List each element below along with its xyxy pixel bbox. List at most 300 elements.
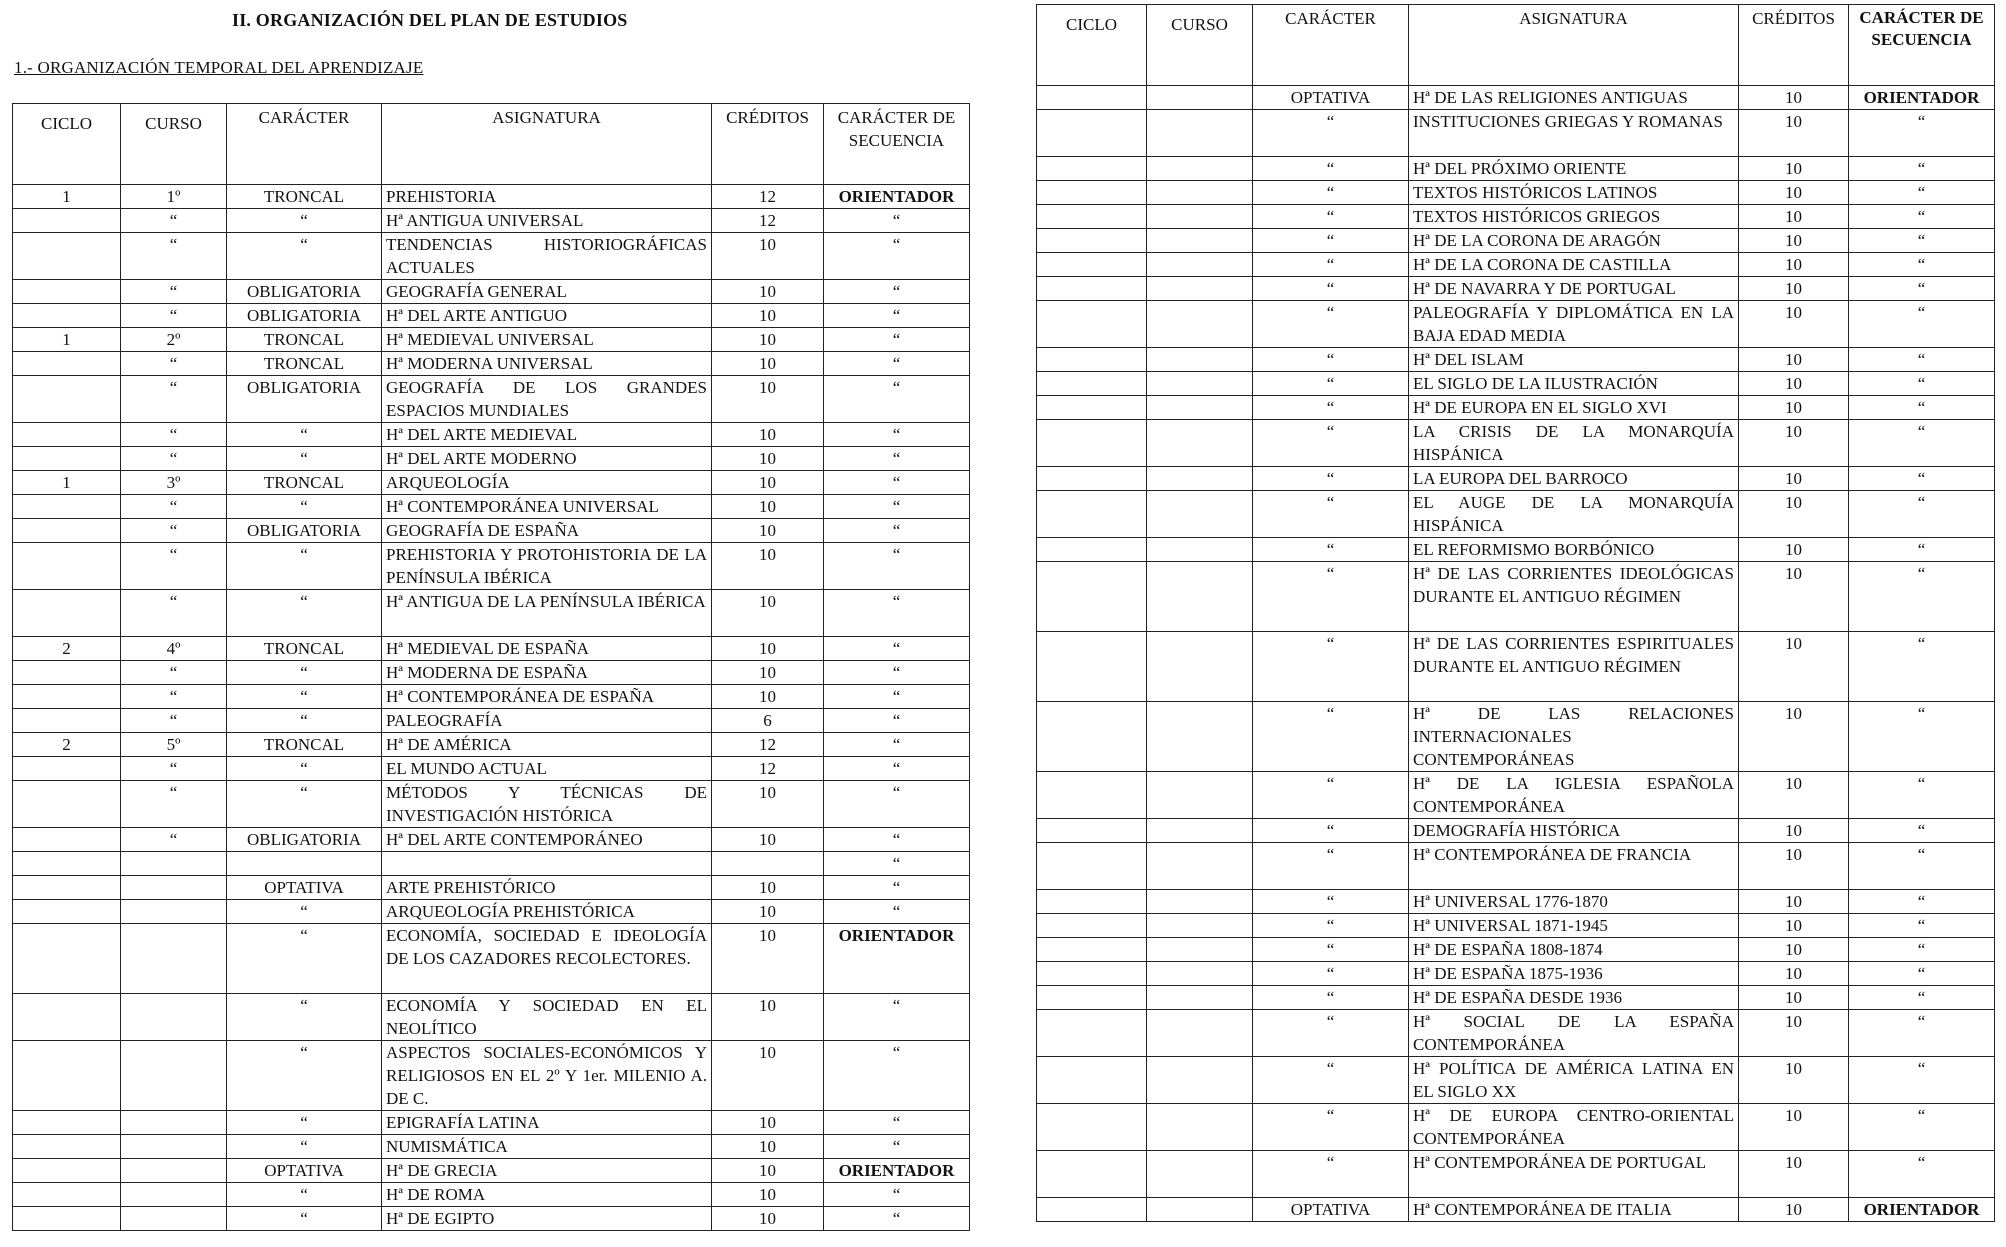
- cell-asignatura: Hª SOCIAL DE LA ESPAÑA CONTEMPORÁNEA: [1409, 1010, 1739, 1057]
- cell-caracter: OPTATIVA: [227, 876, 382, 900]
- right-table: [1036, 4, 1995, 1222]
- cell-curso: [121, 994, 227, 1041]
- cell-caracter: “: [1253, 1010, 1409, 1057]
- table-row: [1037, 562, 1995, 632]
- cell-creditos: 10: [1739, 396, 1849, 420]
- cell-curso: [1147, 632, 1253, 702]
- table-row: [13, 495, 970, 519]
- cell-creditos: 10: [712, 280, 824, 304]
- cell-creditos: 10: [1739, 1057, 1849, 1104]
- cell-creditos: 10: [1739, 181, 1849, 205]
- cell-caracter: OBLIGATORIA: [227, 280, 382, 304]
- cell-secuencia: “: [1849, 938, 1995, 962]
- cell-asignatura: ECONOMÍA, SOCIEDAD E IDEOLOGÍA DE LOS CAZADORES RECOLECTORES.: [382, 924, 712, 994]
- cell-asignatura: Hª DE LAS RELIGIONES ANTIGUAS: [1409, 86, 1739, 110]
- cell-caracter: “: [1253, 914, 1409, 938]
- cell-curso: [121, 924, 227, 994]
- cell-asignatura: Hª DE LA CORONA DE CASTILLA: [1409, 253, 1739, 277]
- cell-creditos: 10: [712, 447, 824, 471]
- cell-caracter: “: [1253, 253, 1409, 277]
- cell-secuencia: “: [1849, 205, 1995, 229]
- table-row: [1037, 772, 1995, 819]
- cell-caracter: “: [227, 709, 382, 733]
- cell-asignatura: TEXTOS HISTÓRICOS GRIEGOS: [1409, 205, 1739, 229]
- cell-caracter: TRONCAL: [227, 637, 382, 661]
- cell-secuencia: “: [1849, 538, 1995, 562]
- cell-asignatura: GEOGRAFÍA DE ESPAÑA: [382, 519, 712, 543]
- table-row: [13, 1111, 970, 1135]
- table-row: [13, 304, 970, 328]
- cell-secuencia: “: [824, 828, 970, 852]
- cell-caracter: “: [227, 233, 382, 280]
- cell-creditos: 12: [712, 757, 824, 781]
- cell-secuencia: “: [1849, 372, 1995, 396]
- cell-secuencia: “: [824, 543, 970, 590]
- cell-ciclo: [13, 1135, 121, 1159]
- cell-ciclo: [13, 543, 121, 590]
- cell-creditos: 10: [1739, 110, 1849, 157]
- header-creditos: CRÉDITOS: [1739, 5, 1849, 86]
- cell-asignatura: GEOGRAFÍA DE LOS GRANDES ESPACIOS MUNDIALES: [382, 376, 712, 423]
- cell-curso: [1147, 1057, 1253, 1104]
- header-secuencia: CARÁCTER DE SECUENCIA: [824, 104, 970, 185]
- cell-curso: [1147, 277, 1253, 301]
- cell-ciclo: [1037, 772, 1147, 819]
- cell-caracter: “: [1253, 1151, 1409, 1198]
- cell-curso: “: [121, 495, 227, 519]
- table-row: [13, 1207, 970, 1231]
- table-row: [13, 543, 970, 590]
- cell-ciclo: [1037, 1198, 1147, 1222]
- cell-curso: [1147, 538, 1253, 562]
- cell-ciclo: [1037, 467, 1147, 491]
- cell-creditos: 10: [1739, 467, 1849, 491]
- cell-curso: [121, 1159, 227, 1183]
- table-row: [13, 423, 970, 447]
- cell-curso: [1147, 772, 1253, 819]
- cell-curso: 1º: [121, 185, 227, 209]
- header-asignatura: ASIGNATURA: [382, 104, 712, 185]
- cell-curso: [121, 876, 227, 900]
- cell-curso: [121, 1041, 227, 1111]
- cell-ciclo: 1: [13, 328, 121, 352]
- cell-curso: “: [121, 209, 227, 233]
- cell-ciclo: [1037, 396, 1147, 420]
- cell-ciclo: [1037, 253, 1147, 277]
- cell-secuencia: “: [1849, 890, 1995, 914]
- cell-curso: [1147, 467, 1253, 491]
- cell-curso: “: [121, 828, 227, 852]
- cell-creditos: 10: [712, 328, 824, 352]
- cell-asignatura: Hª CONTEMPORÁNEA DE PORTUGAL: [1409, 1151, 1739, 1198]
- cell-asignatura: EL REFORMISMO BORBÓNICO: [1409, 538, 1739, 562]
- cell-curso: [1147, 914, 1253, 938]
- cell-secuencia: “: [1849, 772, 1995, 819]
- cell-ciclo: [13, 519, 121, 543]
- cell-caracter: “: [1253, 348, 1409, 372]
- cell-asignatura: Hª DE EGIPTO: [382, 1207, 712, 1231]
- cell-asignatura: Hª DE LAS CORRIENTES IDEOLÓGICAS DURANTE EL ANTIGUO RÉGIMEN: [1409, 562, 1739, 632]
- cell-secuencia: “: [1849, 1151, 1995, 1198]
- cell-asignatura: Hª MODERNA DE ESPAÑA: [382, 661, 712, 685]
- cell-creditos: 10: [1739, 86, 1849, 110]
- cell-secuencia: “: [824, 661, 970, 685]
- cell-creditos: 10: [712, 924, 824, 994]
- cell-secuencia: “: [1849, 348, 1995, 372]
- table-row: [13, 1183, 970, 1207]
- cell-curso: “: [121, 304, 227, 328]
- cell-caracter: “: [1253, 538, 1409, 562]
- cell-curso: [1147, 253, 1253, 277]
- cell-creditos: 12: [712, 733, 824, 757]
- cell-asignatura: ARQUEOLOGÍA: [382, 471, 712, 495]
- header-asignatura: ASIGNATURA: [1409, 5, 1739, 86]
- header-caracter: CARÁCTER: [227, 104, 382, 185]
- cell-caracter: “: [227, 1207, 382, 1231]
- cell-caracter: OPTATIVA: [1253, 86, 1409, 110]
- cell-creditos: 10: [1739, 914, 1849, 938]
- cell-secuencia: ORIENTADOR: [824, 1159, 970, 1183]
- table-row: [13, 185, 970, 209]
- cell-caracter: “: [1253, 372, 1409, 396]
- table-row: [1037, 348, 1995, 372]
- cell-caracter: “: [1253, 702, 1409, 772]
- cell-asignatura: EL AUGE DE LA MONARQUÍA HISPÁNICA: [1409, 491, 1739, 538]
- cell-caracter: “: [227, 447, 382, 471]
- cell-creditos: 10: [1739, 962, 1849, 986]
- cell-ciclo: 2: [13, 733, 121, 757]
- cell-ciclo: [13, 685, 121, 709]
- cell-secuencia: “: [824, 376, 970, 423]
- cell-asignatura: Hª DEL ARTE ANTIGUO: [382, 304, 712, 328]
- cell-secuencia: ORIENTADOR: [824, 185, 970, 209]
- cell-secuencia: “: [1849, 843, 1995, 890]
- cell-curso: [1147, 962, 1253, 986]
- cell-caracter: “: [1253, 938, 1409, 962]
- table-row: [1037, 110, 1995, 157]
- cell-creditos: 10: [1739, 420, 1849, 467]
- cell-ciclo: [13, 781, 121, 828]
- cell-ciclo: [1037, 986, 1147, 1010]
- cell-asignatura: LA CRISIS DE LA MONARQUÍA HISPÁNICA: [1409, 420, 1739, 467]
- cell-creditos: 10: [712, 376, 824, 423]
- table-row: [13, 852, 970, 876]
- table-row: [13, 900, 970, 924]
- cell-caracter: “: [227, 1183, 382, 1207]
- cell-asignatura: LA EUROPA DEL BARROCO: [1409, 467, 1739, 491]
- cell-secuencia: “: [1849, 157, 1995, 181]
- cell-ciclo: [13, 709, 121, 733]
- table-row: [13, 924, 970, 994]
- table-row: [13, 590, 970, 637]
- cell-curso: [1147, 1010, 1253, 1057]
- cell-ciclo: [13, 1159, 121, 1183]
- table-row: [13, 471, 970, 495]
- cell-creditos: 6: [712, 709, 824, 733]
- table-row: [13, 661, 970, 685]
- cell-ciclo: [1037, 1151, 1147, 1198]
- cell-secuencia: “: [824, 852, 970, 876]
- cell-ciclo: [13, 757, 121, 781]
- table-row: [13, 352, 970, 376]
- cell-secuencia: “: [1849, 253, 1995, 277]
- cell-asignatura: Hª DEL ARTE CONTEMPORÁNEO: [382, 828, 712, 852]
- cell-asignatura: Hª DE ESPAÑA 1808-1874: [1409, 938, 1739, 962]
- header-ciclo: CICLO: [1037, 5, 1147, 86]
- cell-ciclo: [1037, 205, 1147, 229]
- left-table: [12, 103, 970, 1231]
- cell-caracter: “: [1253, 1057, 1409, 1104]
- cell-curso: [1147, 986, 1253, 1010]
- cell-asignatura: TEXTOS HISTÓRICOS LATINOS: [1409, 181, 1739, 205]
- cell-asignatura: EL MUNDO ACTUAL: [382, 757, 712, 781]
- cell-asignatura: Hª CONTEMPORÁNEA DE ESPAÑA: [382, 685, 712, 709]
- cell-caracter: “: [227, 994, 382, 1041]
- cell-creditos: 10: [1739, 702, 1849, 772]
- cell-creditos: 10: [712, 590, 824, 637]
- cell-ciclo: [1037, 843, 1147, 890]
- cell-curso: [1147, 843, 1253, 890]
- table-row: [13, 280, 970, 304]
- cell-secuencia: ORIENTADOR: [1849, 1198, 1995, 1222]
- cell-caracter: “: [1253, 632, 1409, 702]
- cell-asignatura: Hª DE LA IGLESIA ESPAÑOLA CONTEMPORÁNEA: [1409, 772, 1739, 819]
- cell-ciclo: [1037, 1010, 1147, 1057]
- cell-curso: [1147, 348, 1253, 372]
- cell-secuencia: “: [824, 471, 970, 495]
- cell-ciclo: 1: [13, 471, 121, 495]
- table-row: [13, 876, 970, 900]
- cell-ciclo: [13, 828, 121, 852]
- cell-creditos: 10: [712, 352, 824, 376]
- table-row: [1037, 890, 1995, 914]
- cell-asignatura: Hª DEL PRÓXIMO ORIENTE: [1409, 157, 1739, 181]
- cell-caracter: “: [227, 924, 382, 994]
- cell-caracter: “: [227, 209, 382, 233]
- cell-ciclo: [13, 924, 121, 994]
- cell-caracter: “: [1253, 1104, 1409, 1151]
- cell-curso: [1147, 1198, 1253, 1222]
- table-row: [13, 828, 970, 852]
- table-row: [1037, 181, 1995, 205]
- cell-caracter: “: [227, 1135, 382, 1159]
- table-row: [1037, 914, 1995, 938]
- cell-asignatura: Hª DE LAS RELACIONES INTERNACIONALES CONTEMPORÁNEAS: [1409, 702, 1739, 772]
- cell-caracter: [227, 852, 382, 876]
- cell-asignatura: PALEOGRAFÍA: [382, 709, 712, 733]
- cell-curso: [1147, 181, 1253, 205]
- cell-ciclo: [1037, 157, 1147, 181]
- cell-caracter: “: [1253, 301, 1409, 348]
- cell-ciclo: [1037, 301, 1147, 348]
- cell-secuencia: “: [1849, 420, 1995, 467]
- cell-caracter: “: [227, 685, 382, 709]
- cell-curso: 4º: [121, 637, 227, 661]
- cell-curso: “: [121, 376, 227, 423]
- cell-secuencia: ORIENTADOR: [1849, 86, 1995, 110]
- cell-caracter: “: [1253, 491, 1409, 538]
- cell-secuencia: “: [1849, 396, 1995, 420]
- cell-secuencia: “: [824, 447, 970, 471]
- cell-ciclo: [13, 233, 121, 280]
- cell-asignatura: Hª DEL ARTE MODERNO: [382, 447, 712, 471]
- cell-creditos: 10: [1739, 843, 1849, 890]
- cell-caracter: OBLIGATORIA: [227, 519, 382, 543]
- cell-asignatura: Hª DEL ARTE MEDIEVAL: [382, 423, 712, 447]
- cell-ciclo: [13, 1041, 121, 1111]
- cell-secuencia: “: [1849, 181, 1995, 205]
- table-row: [1037, 396, 1995, 420]
- cell-curso: 3º: [121, 471, 227, 495]
- cell-asignatura: INSTITUCIONES GRIEGAS Y ROMANAS: [1409, 110, 1739, 157]
- cell-creditos: 10: [712, 1207, 824, 1231]
- table-row: [1037, 1057, 1995, 1104]
- cell-creditos: 10: [712, 994, 824, 1041]
- cell-ciclo: [13, 994, 121, 1041]
- cell-creditos: 12: [712, 185, 824, 209]
- cell-ciclo: [1037, 86, 1147, 110]
- cell-ciclo: [13, 1207, 121, 1231]
- cell-ciclo: [1037, 491, 1147, 538]
- cell-curso: “: [121, 233, 227, 280]
- cell-secuencia: “: [824, 994, 970, 1041]
- cell-ciclo: [13, 1183, 121, 1207]
- cell-asignatura: Hª POLÍTICA DE AMÉRICA LATINA EN EL SIGLO XX: [1409, 1057, 1739, 1104]
- header-curso: CURSO: [1147, 5, 1253, 86]
- cell-asignatura: Hª DE GRECIA: [382, 1159, 712, 1183]
- cell-asignatura: Hª ANTIGUA UNIVERSAL: [382, 209, 712, 233]
- page-title: II. ORGANIZACIÓN DEL PLAN DE ESTUDIOS: [232, 10, 628, 30]
- cell-creditos: 10: [1739, 205, 1849, 229]
- cell-ciclo: [13, 495, 121, 519]
- cell-creditos: 10: [1739, 277, 1849, 301]
- cell-creditos: 10: [1739, 229, 1849, 253]
- cell-asignatura: Hª CONTEMPORÁNEA DE ITALIA: [1409, 1198, 1739, 1222]
- cell-caracter: OBLIGATORIA: [227, 828, 382, 852]
- cell-asignatura: DEMOGRAFÍA HISTÓRICA: [1409, 819, 1739, 843]
- cell-curso: “: [121, 709, 227, 733]
- cell-ciclo: [13, 352, 121, 376]
- cell-secuencia: “: [824, 1041, 970, 1111]
- cell-caracter: “: [227, 781, 382, 828]
- cell-asignatura: PALEOGRAFÍA Y DIPLOMÁTICA EN LA BAJA EDAD MEDIA: [1409, 301, 1739, 348]
- cell-caracter: “: [1253, 110, 1409, 157]
- cell-asignatura: TENDENCIAS HISTORIOGRÁFICAS ACTUALES: [382, 233, 712, 280]
- cell-secuencia: “: [824, 233, 970, 280]
- table-row: [1037, 467, 1995, 491]
- cell-creditos: 10: [712, 519, 824, 543]
- header-curso: CURSO: [121, 104, 227, 185]
- cell-secuencia: “: [824, 352, 970, 376]
- cell-secuencia: “: [824, 304, 970, 328]
- cell-curso: [1147, 420, 1253, 467]
- table-row: [1037, 962, 1995, 986]
- cell-caracter: TRONCAL: [227, 352, 382, 376]
- cell-creditos: 10: [712, 304, 824, 328]
- cell-secuencia: “: [824, 590, 970, 637]
- table-row: [13, 637, 970, 661]
- cell-secuencia: “: [824, 757, 970, 781]
- cell-creditos: 10: [712, 1183, 824, 1207]
- cell-asignatura: Hª ANTIGUA DE LA PENÍNSULA IBÉRICA: [382, 590, 712, 637]
- cell-asignatura: Hª DE EUROPA CENTRO-ORIENTAL CONTEMPORÁNEA: [1409, 1104, 1739, 1151]
- cell-asignatura: Hª DE EUROPA EN EL SIGLO XVI: [1409, 396, 1739, 420]
- cell-creditos: 10: [712, 828, 824, 852]
- cell-caracter: “: [1253, 986, 1409, 1010]
- cell-ciclo: [1037, 277, 1147, 301]
- cell-creditos: 10: [712, 1135, 824, 1159]
- cell-secuencia: “: [1849, 819, 1995, 843]
- cell-secuencia: “: [1849, 491, 1995, 538]
- table-row: [13, 1041, 970, 1111]
- table-row: [1037, 301, 1995, 348]
- table-row: [1037, 538, 1995, 562]
- header-ciclo: CICLO: [13, 104, 121, 185]
- cell-secuencia: “: [824, 685, 970, 709]
- cell-secuencia: “: [1849, 1010, 1995, 1057]
- left-table-body: [13, 185, 970, 1231]
- cell-secuencia: “: [824, 1183, 970, 1207]
- cell-caracter: “: [1253, 772, 1409, 819]
- cell-curso: [1147, 1151, 1253, 1198]
- cell-ciclo: [1037, 229, 1147, 253]
- cell-caracter: “: [1253, 229, 1409, 253]
- cell-curso: “: [121, 685, 227, 709]
- cell-ciclo: [13, 900, 121, 924]
- cell-asignatura: Hª MODERNA UNIVERSAL: [382, 352, 712, 376]
- cell-creditos: 10: [712, 471, 824, 495]
- cell-secuencia: “: [1849, 301, 1995, 348]
- cell-curso: 5º: [121, 733, 227, 757]
- cell-secuencia: “: [824, 1207, 970, 1231]
- cell-ciclo: [13, 1111, 121, 1135]
- cell-asignatura: Hª CONTEMPORÁNEA DE FRANCIA: [1409, 843, 1739, 890]
- cell-creditos: 10: [1739, 986, 1849, 1010]
- table-row: [1037, 372, 1995, 396]
- cell-curso: [121, 1111, 227, 1135]
- cell-creditos: 10: [1739, 632, 1849, 702]
- table-row: [1037, 632, 1995, 702]
- cell-asignatura: Hª DE LAS CORRIENTES ESPIRITUALES DURANTE EL ANTIGUO RÉGIMEN: [1409, 632, 1739, 702]
- cell-ciclo: [13, 423, 121, 447]
- cell-creditos: 10: [1739, 253, 1849, 277]
- cell-secuencia: “: [824, 495, 970, 519]
- cell-creditos: 10: [712, 781, 824, 828]
- cell-caracter: TRONCAL: [227, 471, 382, 495]
- cell-secuencia: “: [1849, 702, 1995, 772]
- cell-secuencia: “: [1849, 986, 1995, 1010]
- cell-creditos: 10: [712, 543, 824, 590]
- header-creditos: CRÉDITOS: [712, 104, 824, 185]
- cell-creditos: 10: [712, 1111, 824, 1135]
- cell-curso: [1147, 110, 1253, 157]
- table-header-row: [13, 104, 970, 185]
- cell-curso: “: [121, 781, 227, 828]
- cell-creditos: 10: [712, 233, 824, 280]
- cell-ciclo: [1037, 562, 1147, 632]
- cell-creditos: 10: [712, 1041, 824, 1111]
- cell-secuencia: “: [824, 423, 970, 447]
- cell-secuencia: “: [824, 1135, 970, 1159]
- cell-curso: [1147, 938, 1253, 962]
- section-title: 1.- ORGANIZACIÓN TEMPORAL DEL APRENDIZAJE: [14, 58, 424, 77]
- cell-caracter: “: [1253, 890, 1409, 914]
- table-row: [1037, 277, 1995, 301]
- table-row: [1037, 938, 1995, 962]
- cell-curso: [121, 1183, 227, 1207]
- cell-asignatura: EL SIGLO DE LA ILUSTRACIÓN: [1409, 372, 1739, 396]
- cell-ciclo: [1037, 914, 1147, 938]
